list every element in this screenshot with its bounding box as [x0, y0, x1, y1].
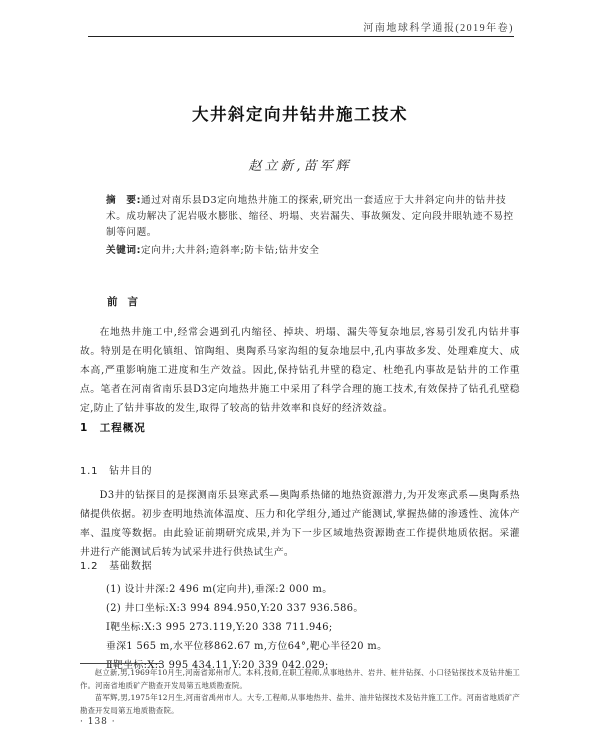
- subsection-1-1-title: 1.1 钻井目的: [80, 466, 153, 477]
- page-number: · 138 ·: [80, 717, 116, 727]
- abstract-text: 通过对南乐县D3定向地热井施工的探索,研究出一套适应于大井斜定向井的钻井技术。成功解决了泥岩吸水膨胀、缩径、坍塌、夹岩漏失、事故频发、定向段井眼轨迹不易控制等问题。: [106, 195, 514, 238]
- abstract-label: 摘 要:: [106, 195, 142, 206]
- list-item: (2) 井口坐标:X:3 994 894.950,Y:20 337 936.586。: [106, 603, 364, 614]
- list-item: Ⅱ靶坐标:X:3 995 434.11,Y:20 339 042.029;: [106, 660, 329, 671]
- list-item: (1) 设计井深:2 496 m(定向井),垂深:2 000 m。: [106, 584, 333, 595]
- basic-data-list: [106, 580, 520, 675]
- running-head: 河南地球科学通报(2019年卷): [363, 23, 514, 34]
- preface-paragraph: [80, 323, 520, 418]
- list-item: Ⅰ靶坐标:X:3 995 273.119,Y:20 338 711.946;: [106, 622, 333, 633]
- footnote-author-2: 苗军辉,男,1975年12月生,河南省禹州市人。大专,工程师,从事地热井、盐井、油井钻探技术及钻井施工工作。河南省地质矿产勘查开发局第五地质勘查院。: [80, 693, 520, 715]
- purpose-paragraph: [80, 486, 520, 562]
- subsection-1-2-title: 1.2 基础数据: [80, 561, 153, 572]
- keywords: [106, 243, 520, 259]
- section-preface-title: 前言: [107, 296, 148, 308]
- footnote-author-1: 赵立新,男,1969年10月生,河南省郑州市人。本科,技师,在职工程师,从事地热井、岩井、桩井钻探、小口径钻探技术及钻井施工作。河南省地质矿产勘查开发局第五地质勘查院。: [80, 668, 520, 690]
- abstract: [106, 193, 520, 241]
- keywords-text: 定向井;大井斜;造斜率;防卡钻;钻井安全: [141, 245, 320, 256]
- abstract-block: [106, 193, 520, 259]
- footnote-rule: [80, 663, 162, 664]
- header-rule: [88, 36, 514, 37]
- section-1-title: 1 工程概况: [80, 422, 146, 434]
- paper-title: 大井斜定向井钻井施工技术: [192, 105, 408, 124]
- list-item: 垂深1 565 m,水平位移862.67 m,方位64°,靶心半径20 m。: [106, 641, 388, 652]
- authors: 赵立新,苗军辉: [248, 159, 352, 174]
- keywords-label: 关键词:: [106, 245, 142, 256]
- preface-text: 在地热井施工中,经常会遇到孔内缩径、掉块、坍塌、漏失等复杂地层,容易引发孔内钻井事故。特别是在明化镇组、馆陶组、奥陶系马家沟组的复杂地层中,孔内事故多发、处理难度大、成本高,严重影响施工进度和生产效益。因此,保持钻孔井壁的稳定、杜绝孔内事故是钻井的工作重点。笔者在河南省南乐县D3定向地热井施工中采用了科学合理的施工技术,有效保持了钻孔孔壁稳定,防止了钻井事故的发生,取得了较高的钻井效率和良好的经济效益。: [80, 327, 520, 414]
- purpose-text: D3井的钻探目的是探测南乐县寒武系—奥陶系热储的地热资源潜力,为开发寒武系—奥陶系热储提供依据。初步查明地热流体温度、压力和化学组分,通过产能测试,掌握热储的渗透性、流体产率、温度等数据。由此验证前期研究成果,并为下一步区域地热资源勘查工作提供地质依据。采灌井进行产能测试后转为试采井进行供热试生产。: [80, 490, 520, 558]
